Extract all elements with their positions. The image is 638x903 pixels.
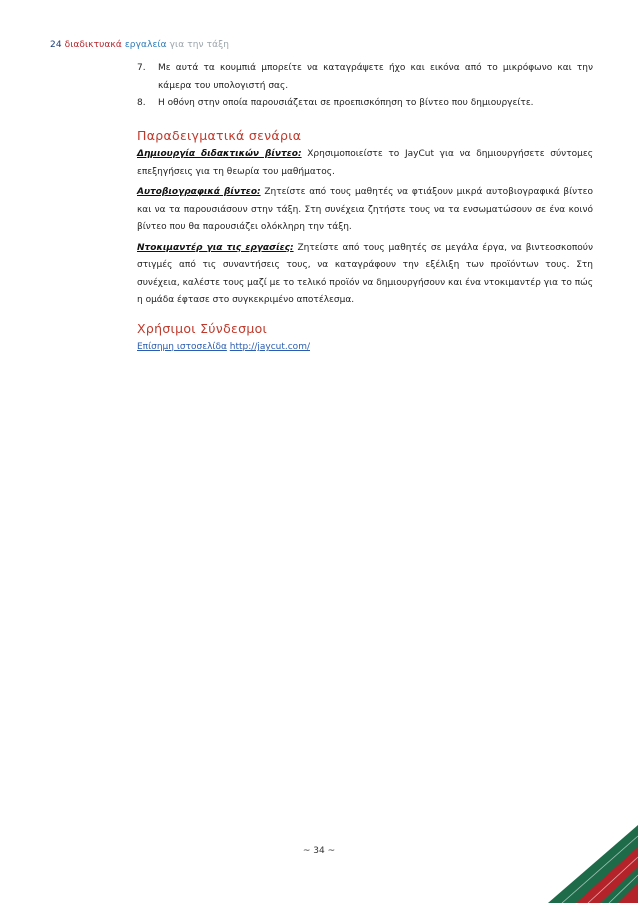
list-item bbox=[137, 95, 593, 113]
links-line bbox=[137, 339, 593, 357]
scenario-paragraph bbox=[137, 184, 593, 237]
scenario-label: Δημιουργία διδακτικών βίντεο: bbox=[137, 149, 302, 159]
list-item-text: Η οθόνη στην οποία παρουσιάζεται σε προεπισκόπηση το βίντεο που δημιουργείτε. bbox=[158, 98, 534, 108]
scenario-text: Ζητείστε από τους μαθητές να φτιάξουν μικρά αυτοβιογραφικά βίντεο και να τα παρουσιάσουν στην τάξη. Στη συνέχεια ζητήστε τους να τα ενσωματώσουν σε ένα κοινό βίντεο που θα παρουσιάζει ολόκληρη την τάξη. bbox=[137, 187, 593, 232]
official-site-link-label[interactable]: Επίσημη ιστοσελίδα bbox=[137, 342, 227, 352]
header-word-tools: εργαλεία bbox=[124, 40, 167, 50]
links-heading: Χρήσιμοι Σύνδεσμοι bbox=[137, 320, 268, 336]
list-item bbox=[137, 60, 593, 95]
header-word-online: διαδικτυακά bbox=[64, 40, 122, 50]
header-number: 24 bbox=[50, 40, 62, 50]
scenario-label: Ντοκιμαντέρ για τις εργασίες: bbox=[137, 242, 294, 253]
running-header bbox=[50, 40, 229, 50]
official-site-url-link[interactable]: http://jaycut.com/ bbox=[229, 342, 310, 352]
scenario-text: Χρησιμοποιείστε το JayCut για να δημιουργήσετε σύντομες επεξηγήσεις για τη θεωρία του μαθήματος. bbox=[137, 149, 593, 177]
main-content bbox=[137, 60, 593, 357]
page-number: ~ 34 ~ bbox=[302, 846, 336, 856]
header-word-classroom: για την τάξη bbox=[169, 40, 230, 50]
corner-decoration bbox=[518, 803, 638, 903]
scenario-paragraph bbox=[137, 146, 593, 181]
scenarios-heading: Παραδειγματικά σενάρια bbox=[137, 127, 302, 143]
list-item-number: 8. bbox=[137, 98, 146, 108]
scenario-paragraph bbox=[137, 240, 593, 310]
list-item-number: 7. bbox=[137, 63, 146, 73]
scenario-text: Ζητείστε από τους μαθητές σε μεγάλα έργα, να βιντεοσκοπούν στιγμές από τις συναντήσεις τους, να καταγράφουν την εξέλιξη των προϊόντων τους. Στη συνέχεια, καλέστε τους μαζί με το τελικό προϊόν να δημιουργήσουν και ένα ντοκιμαντέρ για το πώς η ομάδα έφτασε στο συγκεκριμένο αποτέλεσμα. bbox=[137, 242, 593, 305]
list-item-text: Με αυτά τα κουμπιά μπορείτε να καταγράψετε ήχο και εικόνα από το μικρόφωνο και την κάμερα του υπολογιστή σας. bbox=[158, 63, 593, 91]
scenario-label: Αυτοβιογραφικά βίντεο: bbox=[137, 187, 261, 197]
